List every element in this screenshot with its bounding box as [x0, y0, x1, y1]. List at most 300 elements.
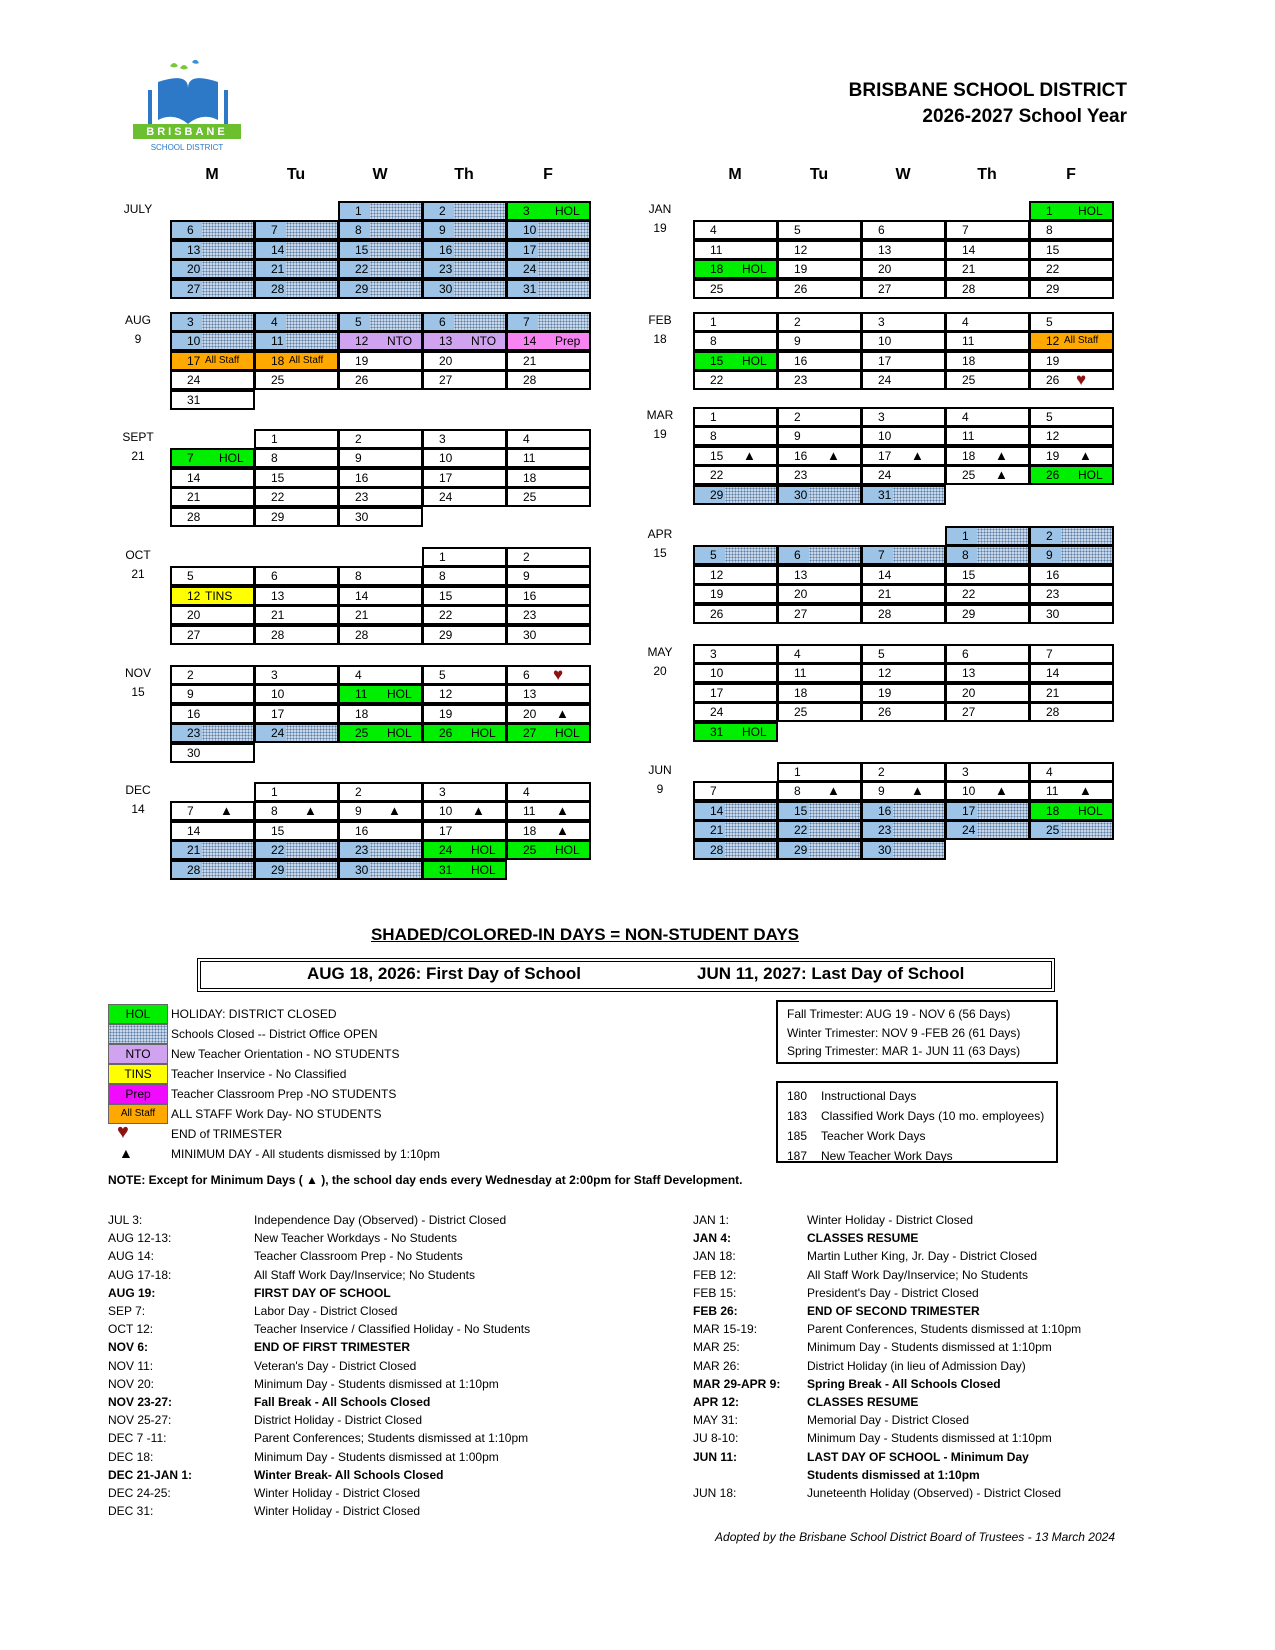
calendar-day — [338, 468, 423, 488]
calendar-day — [506, 840, 591, 860]
event-description: Veteran's Day - District Closed — [254, 1358, 417, 1373]
day-number: 20 — [523, 706, 537, 721]
legend-key-prep: Prep — [108, 1084, 168, 1104]
calendar-day — [254, 723, 339, 743]
day-number: 10 — [523, 223, 537, 238]
day-number: 18 — [962, 448, 976, 463]
day-number: 9 — [187, 687, 194, 702]
day-number: 22 — [271, 843, 285, 858]
calendar-day — [693, 584, 778, 604]
day-number: 31 — [187, 392, 201, 407]
event-date: DEC 24-25: — [108, 1486, 171, 1500]
day-tag: HOL — [742, 262, 767, 277]
day-number: 1 — [1046, 204, 1053, 218]
calendar-day — [945, 762, 1030, 782]
day-number: 1 — [355, 204, 362, 218]
day-number: 15 — [355, 242, 369, 257]
calendar-day — [170, 684, 255, 704]
calendar-day — [861, 644, 946, 664]
day-number: 29 — [962, 606, 976, 621]
event-date: DEC 18: — [108, 1449, 154, 1464]
calendar-day — [422, 821, 507, 841]
calendar-day — [338, 487, 423, 507]
calendar-day — [861, 840, 946, 860]
district-title: BRISBANE SCHOOL DISTRICT — [848, 80, 1127, 101]
event-date: MAR 26: — [693, 1358, 740, 1373]
calendar-day — [693, 465, 778, 485]
day-number: 12 — [794, 242, 808, 257]
event-description: Martin Luther King, Jr. Day - District Closed — [807, 1249, 1038, 1264]
calendar-day — [170, 220, 255, 240]
day-number: 5 — [878, 647, 885, 661]
calendar-day — [945, 820, 1030, 840]
end-of-trimester-heart-icon: ♥ — [1076, 370, 1087, 390]
day-number: 8 — [355, 569, 362, 584]
day-number: 9 — [1046, 548, 1053, 563]
day-tag: HOL — [555, 726, 580, 741]
first-day-of-school: AUG 18, 2026: First Day of School — [307, 964, 581, 983]
day-number: 3 — [878, 410, 885, 424]
day-tag: HOL — [387, 726, 412, 741]
event-description: Winter Holiday - District Closed — [254, 1486, 421, 1500]
day-number: 14 — [271, 242, 285, 257]
calendar-day — [945, 351, 1030, 371]
day-tag: TINS — [205, 588, 233, 603]
day-number: 14 — [187, 823, 201, 838]
calendar-day — [506, 312, 591, 332]
calendar-day — [254, 448, 339, 468]
day-number: 23 — [439, 262, 453, 277]
minimum-day-icon: ▲ — [911, 783, 924, 799]
day-number: 10 — [439, 804, 453, 819]
calendar-day — [693, 840, 778, 860]
minimum-day-icon: ▲ — [743, 447, 756, 463]
day-number: 23 — [187, 726, 201, 741]
calendar-day — [254, 704, 339, 724]
day-header-mon: M — [728, 166, 742, 183]
calendar-day — [1029, 820, 1114, 840]
calendar-day — [422, 801, 507, 821]
calendar-day — [693, 407, 778, 427]
day-number: 18 — [1046, 803, 1060, 818]
day-number: 7 — [187, 804, 194, 819]
day-number: 23 — [355, 843, 369, 858]
month-label: JAN — [648, 202, 672, 216]
calendar-day — [338, 801, 423, 821]
day-tag: All Staff — [289, 354, 324, 366]
count-number: 180 — [787, 1089, 808, 1103]
calendar-day — [1029, 644, 1114, 664]
day-number: 10 — [187, 334, 201, 349]
calendar-day — [1029, 584, 1114, 604]
calendar-day — [170, 312, 255, 332]
calendar-day — [422, 566, 507, 586]
day-counts-box — [776, 1081, 1058, 1163]
month-label: MAR — [646, 408, 674, 422]
calendar-day — [1029, 465, 1114, 485]
day-header-wed: W — [895, 166, 911, 183]
day-number: 18 — [355, 706, 369, 721]
event-description: END OF SECOND TRIMESTER — [807, 1304, 980, 1318]
calendar-day — [861, 446, 946, 466]
month-day-count: 21 — [131, 449, 145, 464]
day-number: 7 — [962, 223, 969, 238]
event-date: JUL 3: — [108, 1213, 143, 1227]
day-number: 6 — [878, 223, 885, 238]
calendar-day — [777, 446, 862, 466]
event-description: LAST DAY OF SCHOOL - Minimum Day — [807, 1449, 1029, 1464]
count-label: New Teacher Work Days — [821, 1149, 953, 1163]
calendar-day — [777, 840, 862, 860]
calendar-day — [170, 390, 255, 410]
legend-key-holiday: HOL — [108, 1004, 168, 1024]
day-number: 27 — [187, 281, 201, 296]
legend-text: Schools Closed -- District Office OPEN — [171, 1027, 378, 1041]
day-number: 4 — [1046, 765, 1053, 779]
calendar-day — [945, 370, 1030, 390]
event-description: All Staff Work Day/Inservice; No Students — [807, 1267, 1028, 1282]
calendar-day — [254, 487, 339, 507]
calendar-day — [338, 312, 423, 332]
calendar-day — [693, 426, 778, 446]
calendar-day — [693, 663, 778, 683]
calendar-day — [338, 665, 423, 685]
calendar-day — [422, 240, 507, 260]
day-tag: Prep — [555, 334, 581, 349]
calendar-day — [777, 644, 862, 664]
calendar-day — [506, 331, 591, 351]
event-description: Winter Break- All Schools Closed — [254, 1467, 444, 1482]
day-number: 4 — [962, 410, 969, 424]
calendar-day — [422, 331, 507, 351]
day-number: 3 — [271, 668, 278, 682]
calendar-day — [693, 820, 778, 840]
count-label: Instructional Days — [821, 1089, 917, 1103]
day-number: 1 — [439, 550, 446, 564]
day-number: 12 — [1046, 429, 1060, 444]
day-number: 7 — [271, 223, 278, 238]
day-number: 27 — [962, 705, 976, 720]
calendar-day — [338, 279, 423, 299]
day-number: 8 — [962, 548, 969, 563]
day-number: 29 — [271, 509, 285, 524]
calendar-day — [1029, 545, 1114, 565]
minimum-day-icon: ▲ — [556, 822, 569, 838]
day-number: 19 — [794, 262, 808, 277]
day-number: 27 — [523, 726, 537, 741]
calendar-day — [422, 586, 507, 606]
adoption-note: Adopted by the Brisbane School District Board of Trustees - 13 March 2024 — [715, 1530, 1115, 1544]
calendar-day — [422, 279, 507, 299]
calendar-day — [777, 331, 862, 351]
calendar-day — [254, 821, 339, 841]
day-tag: NTO — [471, 334, 497, 349]
month-label: FEB — [648, 313, 672, 327]
day-number: 7 — [187, 451, 194, 466]
day-number: 25 — [962, 468, 976, 483]
calendar-day — [861, 485, 946, 505]
day-number: 6 — [794, 548, 801, 563]
minimum-day-icon: ▲ — [995, 447, 1008, 463]
day-number: 4 — [271, 315, 278, 329]
calendar-day — [254, 331, 339, 351]
day-number: 14 — [878, 567, 892, 582]
calendar-day — [338, 605, 423, 625]
calendar-day — [777, 565, 862, 585]
calendar-day — [170, 259, 255, 279]
day-header-thu: Th — [454, 166, 474, 183]
day-number: 16 — [355, 470, 369, 485]
calendar-day — [777, 604, 862, 624]
day-number: 18 — [523, 823, 537, 838]
calendar-day — [777, 702, 862, 722]
calendar-day — [861, 781, 946, 801]
month-label: MAY — [647, 645, 673, 659]
day-number: 10 — [710, 666, 724, 681]
calendar-day — [861, 240, 946, 260]
legend-text: END of TRIMESTER — [171, 1127, 283, 1141]
day-number: 11 — [1046, 784, 1059, 799]
event-description: CLASSES RESUME — [807, 1395, 919, 1409]
calendar-day — [506, 468, 591, 488]
month-day-count: 15 — [653, 546, 667, 561]
day-number: 13 — [794, 567, 808, 582]
event-date: APR 12: — [693, 1395, 740, 1409]
day-number: 5 — [187, 569, 194, 584]
day-number: 16 — [187, 706, 201, 721]
day-number: 19 — [878, 685, 892, 700]
calendar-day — [170, 448, 255, 468]
calendar-day — [338, 220, 423, 240]
calendar-day — [422, 351, 507, 371]
heart-icon: ♥ — [117, 1121, 129, 1143]
day-number: 28 — [355, 627, 369, 642]
calendar-day — [945, 604, 1030, 624]
calendar-day — [861, 565, 946, 585]
event-description: All Staff Work Day/Inservice; No Students — [254, 1267, 475, 1282]
day-number: 13 — [271, 588, 285, 603]
day-header-mon: M — [205, 166, 219, 183]
calendar-day — [422, 860, 507, 880]
calendar-day — [1029, 446, 1114, 466]
day-number: 3 — [523, 204, 530, 218]
trimester-winter: Winter Trimester: NOV 9 -FEB 26 (61 Days) — [787, 1026, 1021, 1040]
day-number: 26 — [710, 606, 724, 621]
calendar-day — [1029, 279, 1114, 299]
day-number: 9 — [878, 784, 885, 799]
calendar-day — [945, 259, 1030, 279]
calendar-day — [254, 860, 339, 880]
month-day-count: 14 — [131, 802, 145, 817]
day-number: 29 — [355, 281, 369, 296]
calendar-day — [1029, 370, 1114, 390]
calendar-day — [861, 465, 946, 485]
day-number: 4 — [962, 315, 969, 329]
month-day-count: 9 — [134, 332, 142, 347]
day-number: 8 — [710, 429, 717, 444]
day-number: 28 — [1046, 705, 1060, 720]
day-tag: HOL — [742, 724, 767, 739]
calendar-day — [693, 279, 778, 299]
calendar-day — [1029, 240, 1114, 260]
calendar-day — [693, 331, 778, 351]
day-number: 31 — [439, 862, 453, 877]
event-date: DEC 7 -11: — [108, 1431, 167, 1446]
legend-text: MINIMUM DAY - All students dismissed by 1:10pm — [171, 1147, 440, 1161]
event-date: FEB 26: — [693, 1304, 738, 1318]
day-number: 1 — [271, 432, 278, 446]
calendar-day — [693, 801, 778, 821]
calendar-day — [1029, 426, 1114, 446]
calendar-day — [254, 259, 339, 279]
day-number: 7 — [878, 548, 885, 563]
calendar-day — [1029, 702, 1114, 722]
day-number: 20 — [187, 262, 201, 277]
day-number: 19 — [1046, 353, 1060, 368]
day-number: 5 — [710, 548, 717, 563]
day-number: 16 — [794, 448, 808, 463]
event-description: Spring Break - All Schools Closed — [807, 1376, 1001, 1391]
day-number: 28 — [878, 606, 892, 621]
day-number: 17 — [710, 685, 724, 700]
school-year-title: 2026-2027 School Year — [922, 106, 1127, 127]
day-number: 8 — [710, 334, 717, 349]
count-number: 183 — [787, 1109, 808, 1123]
day-number: 18 — [962, 353, 976, 368]
calendar-day — [506, 566, 591, 586]
legend-key-tins: TINS — [108, 1064, 168, 1084]
calendar-day — [422, 370, 507, 390]
day-number: 17 — [962, 803, 976, 818]
calendar-day — [422, 704, 507, 724]
day-number: 15 — [962, 567, 976, 582]
event-date: MAR 15-19: — [693, 1322, 758, 1337]
calendar-day — [254, 312, 339, 332]
day-number: 21 — [710, 823, 724, 838]
calendar-day — [506, 220, 591, 240]
calendar-day — [693, 485, 778, 505]
calendar-day — [254, 351, 339, 371]
calendar-day — [506, 665, 591, 685]
minimum-day-icon: ▲ — [388, 803, 401, 819]
calendar-day — [506, 279, 591, 299]
event-description: Minimum Day - Students dismissed at 1:10pm — [254, 1376, 499, 1391]
day-number: 26 — [355, 373, 369, 388]
calendar-day — [945, 220, 1030, 240]
day-number: 11 — [794, 666, 807, 681]
event-date: JU 8-10: — [693, 1431, 739, 1446]
event-date: MAR 25: — [693, 1340, 740, 1355]
day-number: 29 — [710, 487, 724, 502]
day-number: 7 — [1046, 647, 1053, 661]
calendar-day — [945, 465, 1030, 485]
day-number: 22 — [439, 608, 453, 623]
calendar-day — [1029, 663, 1114, 683]
event-date: AUG 14: — [108, 1249, 155, 1264]
calendar-day — [1029, 526, 1114, 546]
minimum-day-icon: ▲ — [1079, 447, 1092, 463]
day-number: 21 — [523, 353, 537, 368]
calendar-day — [338, 566, 423, 586]
day-number: 12 — [710, 567, 724, 582]
day-number: 22 — [962, 587, 976, 602]
day-number: 13 — [878, 242, 892, 257]
day-number: 9 — [794, 429, 801, 444]
calendar-day — [338, 331, 423, 351]
calendar-day — [422, 429, 507, 449]
day-number: 2 — [1046, 529, 1053, 543]
day-number: 11 — [710, 242, 723, 257]
calendar-day — [693, 370, 778, 390]
minimum-day-icon: ▲ — [556, 705, 569, 721]
calendar-day — [422, 312, 507, 332]
event-description: Parent Conferences, Students dismissed at 1:10pm — [807, 1322, 1082, 1337]
calendar-day — [170, 723, 255, 743]
event-date: JAN 1: — [693, 1213, 730, 1227]
calendar-day — [506, 429, 591, 449]
day-number: 14 — [962, 242, 976, 257]
day-number: 30 — [439, 281, 453, 296]
calendar-day — [945, 663, 1030, 683]
day-tag: HOL — [471, 726, 496, 741]
day-number: 2 — [523, 550, 530, 564]
event-description: District Holiday - District Closed — [254, 1413, 423, 1428]
calendar-day — [861, 820, 946, 840]
calendar-day — [777, 259, 862, 279]
count-number: 185 — [787, 1129, 808, 1143]
event-date: OCT 12: — [108, 1322, 154, 1337]
day-number: 24 — [523, 262, 537, 277]
calendar-day — [1029, 801, 1114, 821]
day-number: 15 — [271, 823, 285, 838]
month-day-count: 19 — [653, 221, 667, 236]
calendar-day — [254, 586, 339, 606]
event-date: AUG 12-13: — [108, 1231, 172, 1246]
event-date: JUN 11: — [693, 1449, 738, 1464]
calendar-day — [861, 279, 946, 299]
day-number: 11 — [962, 429, 975, 444]
calendar-day — [338, 448, 423, 468]
day-number: 3 — [187, 315, 194, 329]
day-number: 26 — [439, 726, 453, 741]
calendar-day — [422, 487, 507, 507]
calendar-day — [945, 240, 1030, 260]
day-number: 4 — [710, 223, 717, 238]
calendar-day — [506, 547, 591, 567]
day-number: 1 — [794, 765, 801, 779]
day-number: 20 — [794, 587, 808, 602]
day-number: 23 — [794, 373, 808, 388]
calendar-day — [254, 279, 339, 299]
day-header-tue: Tu — [809, 166, 829, 183]
day-tag: All Staff — [1064, 335, 1099, 347]
event-description: Teacher Classroom Prep - No Students — [254, 1249, 463, 1264]
day-number: 14 — [355, 588, 369, 603]
calendar-day — [254, 782, 339, 802]
day-number: 29 — [439, 627, 453, 642]
day-number: 30 — [794, 487, 808, 502]
day-tag: HOL — [1078, 468, 1103, 483]
calendar-day — [693, 722, 778, 742]
legend-key-schools-closed — [108, 1024, 168, 1044]
day-number: 8 — [271, 451, 278, 466]
day-number: 12 — [439, 687, 453, 702]
calendar-day — [422, 547, 507, 567]
shaded-days-heading: SHADED/COLORED-IN DAYS = NON-STUDENT DAYS — [370, 925, 800, 944]
calendar-day — [777, 220, 862, 240]
day-number: 30 — [355, 862, 369, 877]
day-number: 14 — [187, 470, 201, 485]
